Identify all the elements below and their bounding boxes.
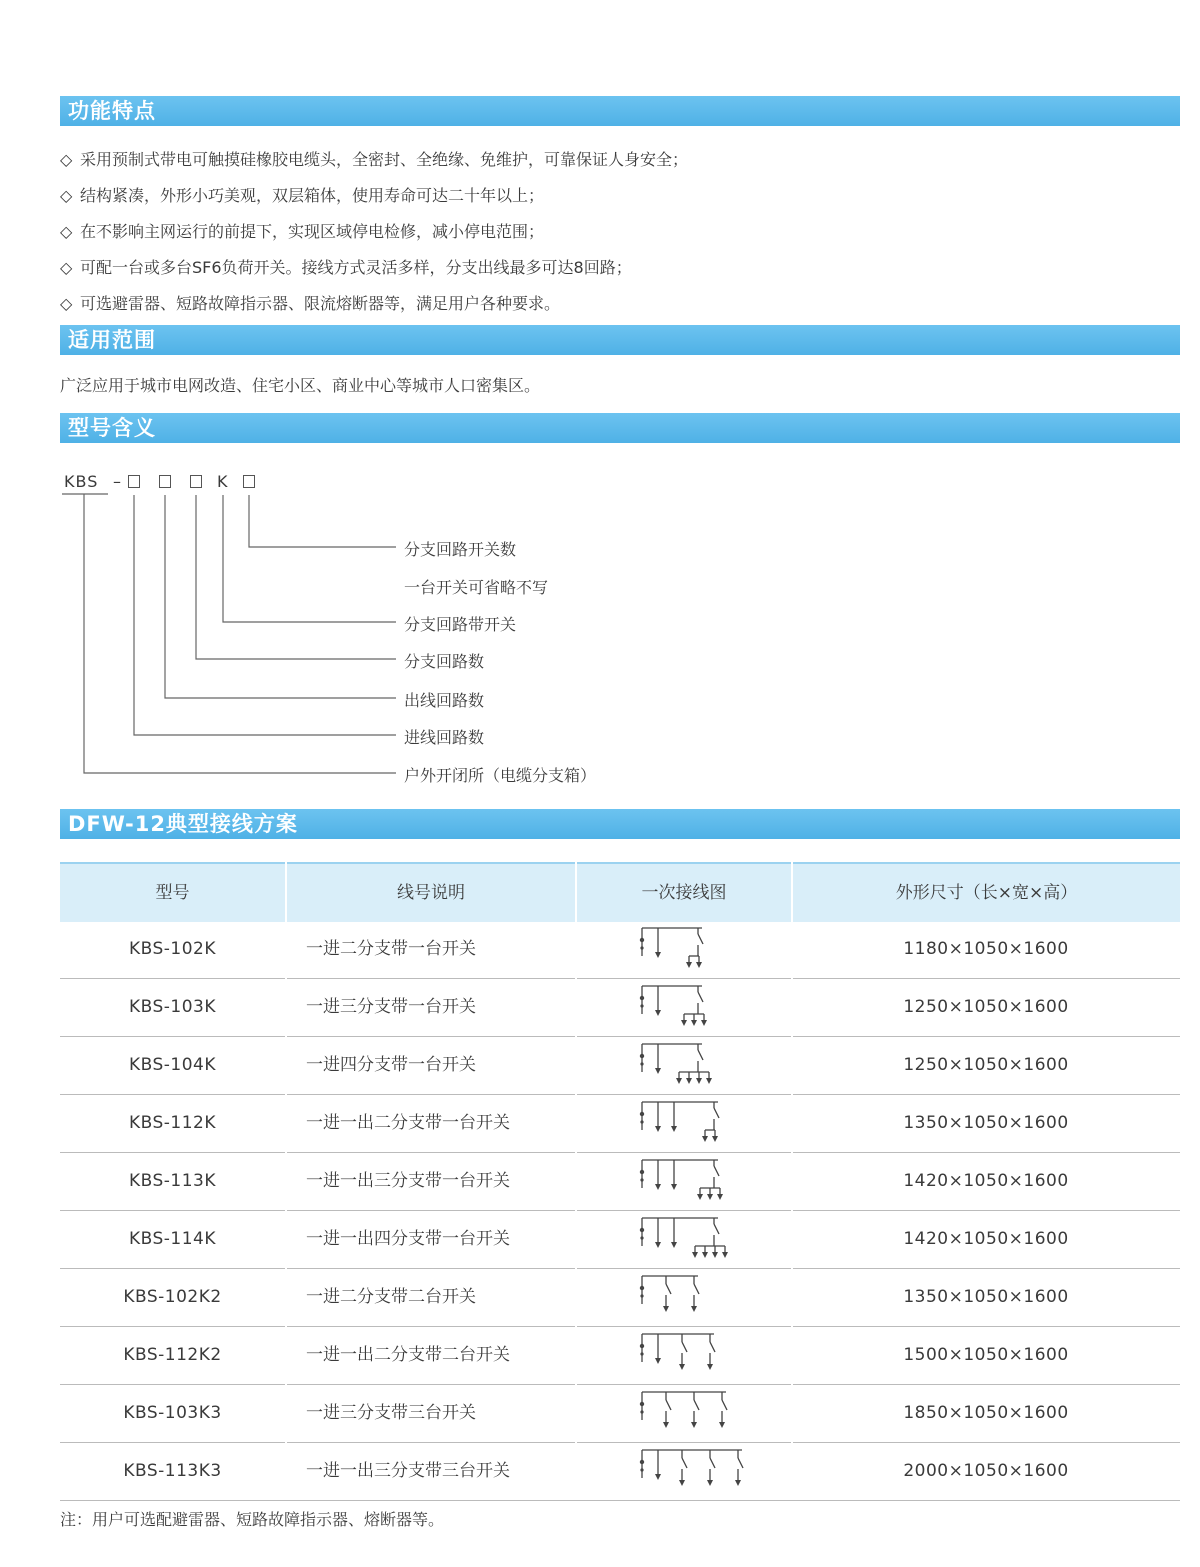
cell-dimensions: 1420×1050×1600 xyxy=(903,1171,1069,1191)
cell-model: KBS-113K3 xyxy=(123,1461,222,1481)
cell-dimensions: 1350×1050×1600 xyxy=(903,1113,1069,1133)
cell-model: KBS-103K xyxy=(128,997,217,1017)
wiring-diagram-icon xyxy=(630,1036,790,1094)
cell-description: 一进二分支带一台开关 xyxy=(306,939,476,959)
cell-wiring-diagram xyxy=(630,1210,790,1268)
cell-dimensions: 1250×1050×1600 xyxy=(903,1055,1069,1075)
wiring-diagram-icon xyxy=(630,978,790,1036)
cell-model: KBS-112K2 xyxy=(123,1345,222,1365)
cell-description: 一进一出三分支带一台开关 xyxy=(306,1171,510,1191)
table-row xyxy=(60,978,1180,1037)
header-model: 型号 xyxy=(60,862,285,922)
section-title-features: 功能特点 xyxy=(68,99,156,123)
wiring-diagram-icon xyxy=(630,1210,790,1268)
model-prefix: KBS xyxy=(64,472,99,491)
table-header xyxy=(60,862,1180,920)
feature-item: ◇ 可选避雷器、短路故障指示器、限流熔断器等，满足用户各种要求。 xyxy=(60,294,561,313)
model-label: 进线回路数 xyxy=(404,728,485,747)
cell-model: KBS-112K xyxy=(128,1113,217,1133)
feature-item: ◇ 采用预制式带电可触摸硅橡胶电缆头，全密封、全绝缘、免维护，可靠保证人身安全； xyxy=(60,150,689,169)
cell-model: KBS-114K xyxy=(128,1229,217,1249)
cell-model: KBS-103K3 xyxy=(123,1403,222,1423)
column-divider xyxy=(575,862,577,1500)
table-row xyxy=(60,1326,1180,1385)
header-size: 外形尺寸（长×宽×高） xyxy=(793,862,1180,922)
wiring-diagram-icon xyxy=(630,1094,790,1152)
cell-model: KBS-113K xyxy=(128,1171,217,1191)
cell-dimensions: 1250×1050×1600 xyxy=(903,997,1069,1017)
cell-description: 一进三分支带三台开关 xyxy=(306,1403,476,1423)
cell-dimensions: 2000×1050×1600 xyxy=(903,1461,1069,1481)
cell-dimensions: 1500×1050×1600 xyxy=(903,1345,1069,1365)
model-dash: – xyxy=(113,472,122,491)
diamond-bullet-icon: ◇ xyxy=(60,150,73,169)
cell-description: 一进三分支带一台开关 xyxy=(306,997,476,1017)
cell-dimensions: 1420×1050×1600 xyxy=(903,1229,1069,1249)
cell-dimensions: 1350×1050×1600 xyxy=(903,1287,1069,1307)
cell-description: 一进二分支带二台开关 xyxy=(306,1287,476,1307)
cell-wiring-diagram xyxy=(630,1152,790,1210)
model-label: 出线回路数 xyxy=(404,691,485,710)
cell-wiring-diagram xyxy=(630,1268,790,1326)
model-label: 分支回路带开关 xyxy=(404,615,517,634)
cell-description: 一进一出二分支带一台开关 xyxy=(306,1113,510,1133)
cell-model: KBS-102K2 xyxy=(123,1287,222,1307)
table-row xyxy=(60,1384,1180,1443)
cell-wiring-diagram xyxy=(630,920,790,978)
model-k-letter: K xyxy=(217,472,229,491)
wiring-diagram-icon xyxy=(630,1384,790,1442)
wiring-diagram-icon xyxy=(630,1442,790,1500)
cell-wiring-diagram xyxy=(630,978,790,1036)
diamond-bullet-icon: ◇ xyxy=(60,186,73,205)
diamond-bullet-icon: ◇ xyxy=(60,294,73,313)
diamond-bullet-icon: ◇ xyxy=(60,258,73,277)
section-title-wiring: DFW-12典型接线方案 xyxy=(68,812,298,836)
table-row xyxy=(60,1268,1180,1327)
feature-item: ◇ 结构紧凑，外形小巧美观，双层箱体，使用寿命可达二十年以上； xyxy=(60,186,545,205)
section-title-scope: 适用范围 xyxy=(68,328,156,352)
table-row xyxy=(60,1442,1180,1501)
cell-description: 一进一出四分支带一台开关 xyxy=(306,1229,510,1249)
wiring-diagram-icon xyxy=(630,1268,790,1326)
model-label: 分支回路开关数 xyxy=(404,540,517,559)
table-row xyxy=(60,1152,1180,1211)
section-bar-wiring xyxy=(60,809,1180,839)
cell-wiring-diagram xyxy=(630,1384,790,1442)
feature-item: ◇ 在不影响主网运行的前提下，实现区域停电检修，减小停电范围； xyxy=(60,222,545,241)
cell-wiring-diagram xyxy=(630,1326,790,1384)
cell-dimensions: 1850×1050×1600 xyxy=(903,1403,1069,1423)
cell-description: 一进四分支带一台开关 xyxy=(306,1055,476,1075)
scope-text: 广泛应用于城市电网改造、住宅小区、商业中心等城市人口密集区。 xyxy=(60,376,541,395)
model-label: 户外开闭所（电缆分支箱） xyxy=(404,766,597,785)
model-label: 一台开关可省略不写 xyxy=(404,578,549,597)
table-row xyxy=(60,1036,1180,1095)
footnote: 注：用户可选配避雷器、短路故障指示器、熔断器等。 xyxy=(60,1510,445,1529)
cell-description: 一进一出二分支带二台开关 xyxy=(306,1345,510,1365)
column-divider xyxy=(791,862,793,1500)
table-row xyxy=(60,920,1180,979)
model-label: 分支回路数 xyxy=(404,652,485,671)
diamond-bullet-icon: ◇ xyxy=(60,222,73,241)
cell-wiring-diagram xyxy=(630,1442,790,1500)
section-title-model: 型号含义 xyxy=(68,416,156,440)
cell-model: KBS-104K xyxy=(128,1055,217,1075)
cell-model: KBS-102K xyxy=(128,939,217,959)
table-row xyxy=(60,1094,1180,1153)
feature-item: ◇ 可配一台或多台SF6负荷开关。接线方式灵活多样，分支出线最多可达8回路； xyxy=(60,258,632,277)
cell-wiring-diagram xyxy=(630,1036,790,1094)
header-desc: 线号说明 xyxy=(287,862,575,922)
wiring-diagram-icon xyxy=(630,1152,790,1210)
cell-wiring-diagram xyxy=(630,1094,790,1152)
wiring-diagram-icon xyxy=(630,1326,790,1384)
cell-description: 一进一出三分支带三台开关 xyxy=(306,1461,510,1481)
column-divider xyxy=(285,862,287,1500)
wiring-diagram-icon xyxy=(630,920,790,978)
table-row xyxy=(60,1210,1180,1269)
cell-dimensions: 1180×1050×1600 xyxy=(903,939,1069,959)
header-diagram: 一次接线图 xyxy=(577,862,791,922)
